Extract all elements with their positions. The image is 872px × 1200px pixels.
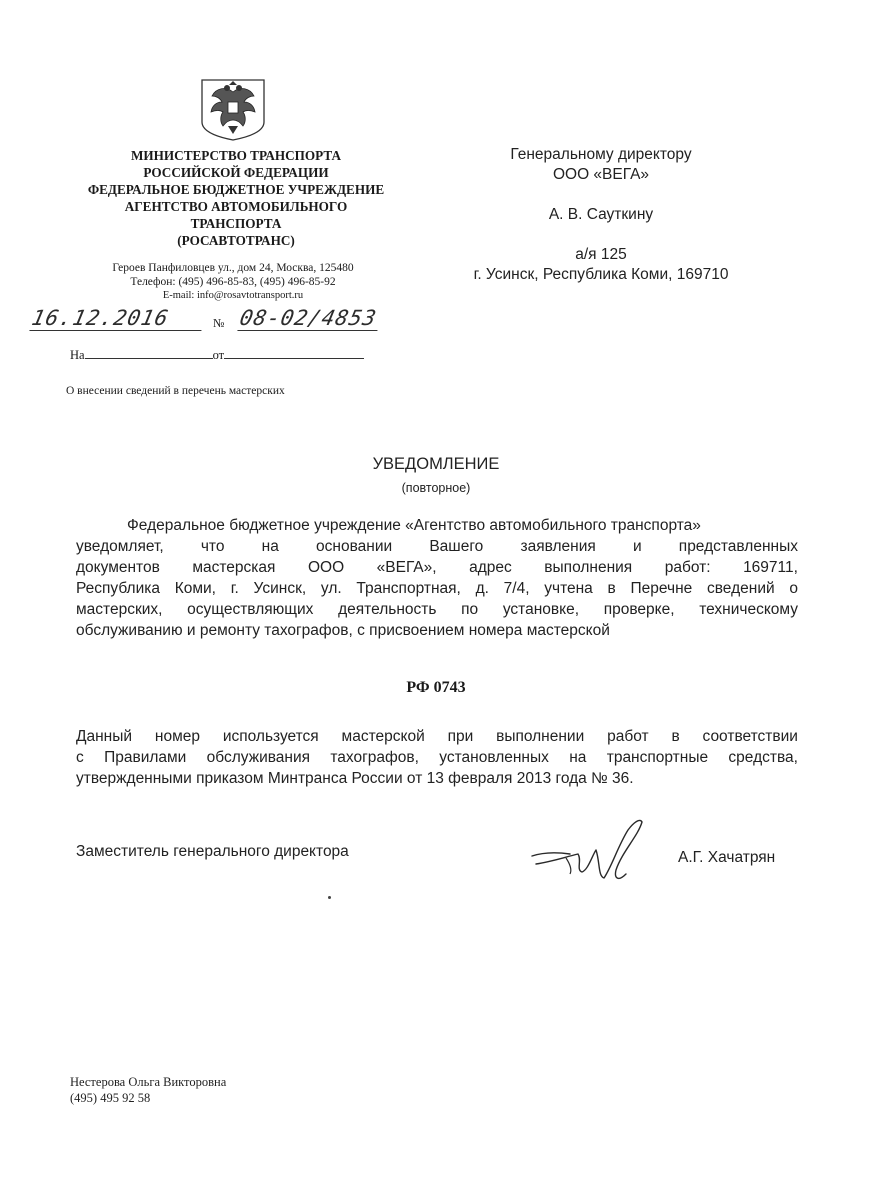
registration-date: 16.12.2016 [29, 306, 206, 331]
signer-position: Заместитель генерального директора [76, 843, 349, 860]
paragraph-line: уведомляет, что на основании Вашего заявления и представленных [76, 538, 798, 555]
organization-name [54, 147, 418, 249]
ref-from-label: от [212, 348, 225, 362]
org-phone: Телефон: (495) 496-85-83, (495) 496-85-92 [130, 276, 336, 288]
body-paragraph-2 [76, 726, 798, 789]
notice-title: УВЕДОМЛЕНИЕ [372, 455, 500, 473]
recipient-name: А. В. Сауткину [548, 206, 654, 223]
workshop-number: РФ 0743 [406, 679, 466, 696]
body-paragraph-1 [76, 515, 798, 641]
org-line: АГЕНТСТВО АВТОМОБИЛЬНОГО [124, 199, 348, 214]
executor-phone: (495) 495 92 58 [70, 1091, 151, 1105]
executor-info [70, 1074, 226, 1106]
coat-of-arms-emblem [198, 76, 268, 142]
org-email: E-mail: info@rosavtotransport.ru [162, 290, 304, 301]
org-line: РОССИЙСКОЙ ФЕДЕРАЦИИ [143, 165, 329, 180]
org-contacts [70, 261, 396, 303]
executor-name: Нестерова Ольга Викторовна [70, 1075, 227, 1089]
number-sign: № [213, 316, 225, 330]
letter-subject: О внесении сведений в перечень мастерских [66, 385, 285, 397]
recipient-block [436, 145, 766, 285]
registration-number: 08-02/4853 [237, 306, 382, 331]
recipient-box: а/я 125 [575, 246, 627, 263]
paragraph-line: мастерских, осуществляющих деятельность по установке, проверке, техническому [76, 601, 798, 618]
paragraph-line: Республика Коми, г. Усинск, ул. Транспортная, д. 7/4, учтена в Перечне сведений о [76, 580, 798, 597]
org-line: МИНИСТЕРСТВО ТРАНСПОРТА [130, 148, 342, 163]
signer-name: А.Г. Хачатрян [678, 849, 776, 866]
stray-dot [328, 896, 331, 899]
paragraph-line: Данный номер используется мастерской при выполнении работ в соответствии [76, 728, 798, 745]
paragraph-line: документов мастерская ООО «ВЕГА», адрес выполнения работ: 169711, [76, 559, 798, 576]
org-address: Героев Панфиловцев ул., дом 24, Москва, 125480 [112, 262, 354, 274]
recipient-line2: ООО «ВЕГА» [552, 166, 650, 183]
paragraph-line: обслуживанию и ремонту тахографов, с присвоением номера мастерской [76, 622, 610, 639]
ref-from-blank [224, 346, 364, 359]
org-line: ТРАНСПОРТА [190, 216, 282, 231]
ref-on-label: На [70, 348, 85, 362]
paragraph-line: утвержденными приказом Минтранса России от 13 февраля 2013 года № 36. [76, 770, 634, 787]
paragraph-line: Федеральное бюджетное учреждение «Агентство автомобильного транспорта» [127, 517, 701, 534]
org-line: ФЕДЕРАЛЬНОЕ БЮДЖЕТНОЕ УЧРЕЖДЕНИЕ [87, 182, 385, 197]
reference-line [70, 346, 364, 363]
paragraph-line: с Правилами обслуживания тахографов, установленных на транспортные средства, [76, 749, 798, 766]
handwritten-signature [526, 812, 656, 892]
ref-on-blank [85, 346, 213, 359]
org-line: (РОСАВТОТРАНС) [177, 233, 295, 248]
notice-subtitle: (повторное) [401, 481, 471, 495]
recipient-line1: Генеральному директору [510, 146, 692, 163]
recipient-city: г. Усинск, Республика Коми, 169710 [473, 266, 729, 283]
